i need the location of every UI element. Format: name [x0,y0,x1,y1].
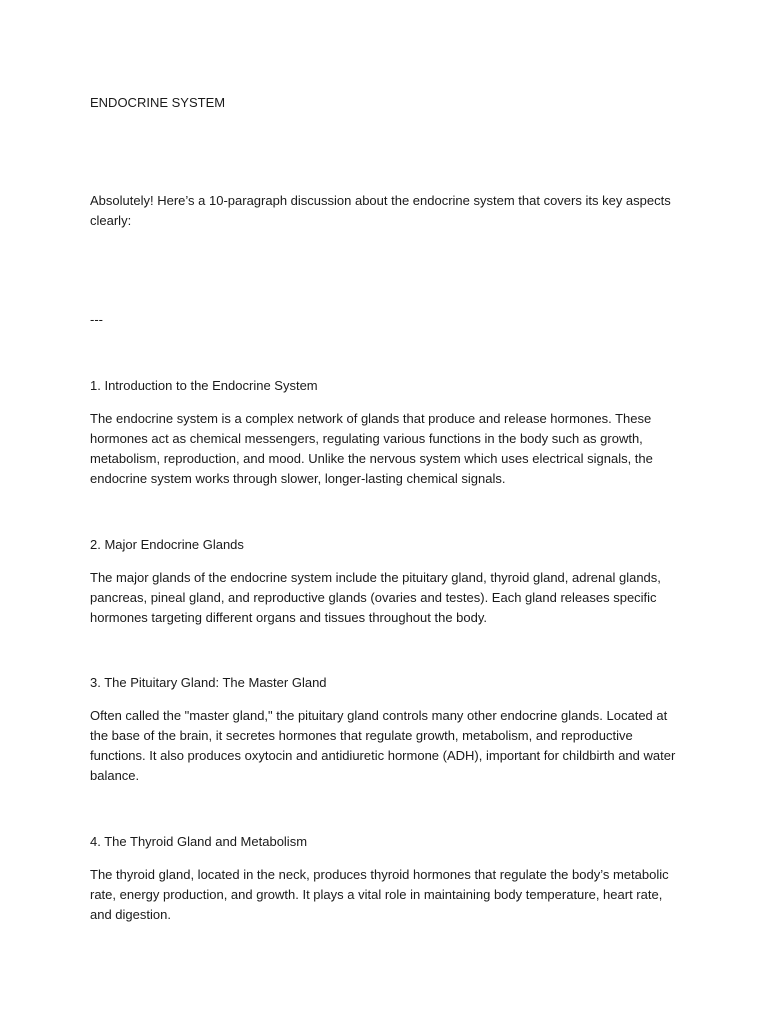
section-paragraph: Often called the "master gland," the pituitary gland controls many other endocrine glands. Located at the base of the brain, it secretes hormones that regulate growth, metabolism, and reproductive functions. It also produces oxytocin and antidiuretic hormone (ADH), important for childbirth and water balance. [90,708,676,783]
section-paragraph: The endocrine system is a complex network of glands that produce and release hormones. These hormones act as chemical messengers, regulating various functions in the body such as growth, metabolism, reproduction, and mood. Unlike the nervous system which uses electrical signals, the endocrine system works through slower, longer-lasting chemical signals. [90,411,653,486]
section-heading: 2. Major Endocrine Glands [90,537,244,552]
section-paragraph: The thyroid gland, located in the neck, produces thyroid hormones that regulate the body’s metabolic rate, energy production, and growth. It plays a vital role in maintaining body temperature, heart rate, and digestion. [90,867,669,922]
document-title: ENDOCRINE SYSTEM [90,95,226,110]
section-heading: 4. The Thyroid Gland and Metabolism [90,834,308,849]
intro-paragraph: Absolutely! Here’s a 10-paragraph discussion about the endocrine system that covers its key aspects clearly: [90,193,671,228]
section-paragraph: The major glands of the endocrine system include the pituitary gland, thyroid gland, adrenal glands, pancreas, pineal gland, and reproductive glands (ovaries and testes). Each gland releases specific hormones targeting different organs and tissues throughout the body. [90,570,661,625]
separator-line: --- [90,312,103,327]
section-heading: 3. The Pituitary Gland: The Master Gland [90,675,327,690]
section-heading: 1. Introduction to the Endocrine System [90,378,318,393]
